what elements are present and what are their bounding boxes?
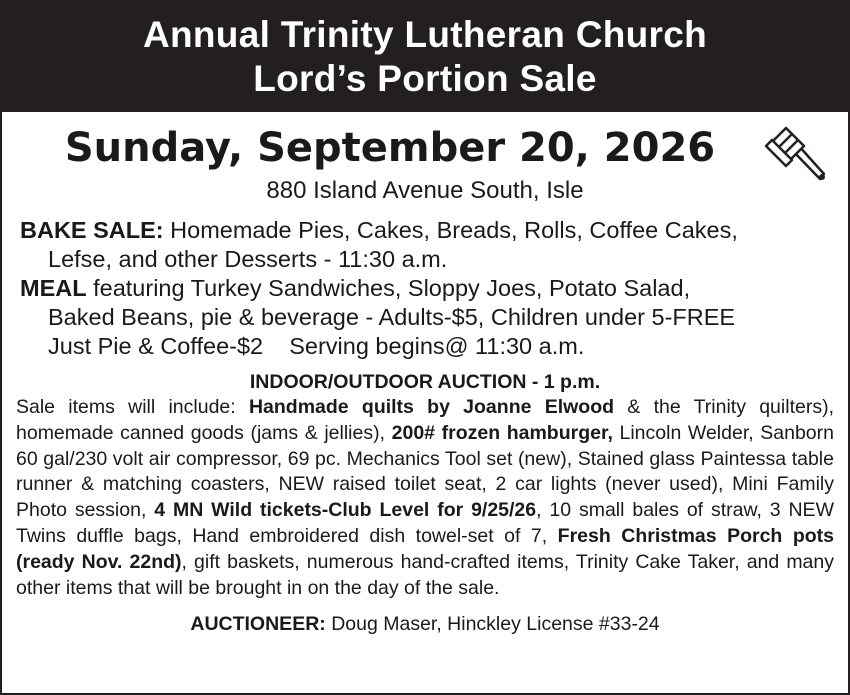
auction-text-1: Sale items will include:: [16, 396, 249, 418]
meal-line-2: Baked Beans, pie & beverage - Adults-$5, Children under 5-FREE: [48, 304, 736, 330]
meal-text-1: featuring Turkey Sandwiches, Sloppy Joes, Potato Salad,: [86, 275, 691, 301]
auction-bold-4: Fresh Christmas Porch pots (ready Nov. 22nd): [16, 524, 834, 573]
event-address: 880 Island Avenue South, Isle: [266, 177, 584, 204]
auction-items: [2, 395, 848, 601]
header-title-line-1: Annual Trinity Lutheran Church: [142, 14, 708, 55]
auctioneer-label: AUCTIONEER:: [190, 613, 326, 636]
auction-text-2: & the Trinity quilters), homemade canned goods (jams & jellies),: [16, 396, 834, 444]
auction-text-5: , gift baskets, numerous hand-crafted items, Trinity Cake Taker, and many other items that will be brought in on the day of the sale.: [16, 550, 834, 599]
auction-bold-1: Handmade quilts by Joanne Elwood: [248, 396, 615, 418]
auction-text-3: Lincoln Welder, Sanborn 60 gal/230 volt air compressor, 69 pc. Mechanics Tool set (new), Stained glass Paintessa table runner & matching coasters, NEW raised toilet seat, 2 car lights (never used), Mini Family Photo session,: [16, 421, 834, 522]
auction-title: INDOOR/OUTDOOR AUCTION - 1 p.m.: [249, 371, 601, 393]
event-date: Sunday, September 20, 2026: [64, 125, 716, 171]
auction-bold-2: 200# frozen hamburger,: [391, 421, 613, 444]
bake-sale-label: BAKE SALE:: [20, 217, 164, 243]
bake-sale-line-1: [20, 216, 832, 245]
auctioneer-line: [2, 611, 848, 637]
meal-line-1: [20, 274, 832, 303]
gavel-icon: [762, 124, 828, 186]
bake-sale-text-1: Homemade Pies, Cakes, Breads, Rolls, Coffee Cakes,: [163, 217, 738, 243]
header-title-line-2: Lord’s Portion Sale: [253, 58, 597, 99]
bake-sale-line-2: Lefse, and other Desserts - 11:30 a.m.: [48, 246, 448, 272]
date-row: [2, 124, 848, 172]
auction-text-4: , 10 small bales of straw, 3 NEW Twins duffle bags, Hand embroidered dish towel-set of 7,: [16, 499, 834, 547]
meal-section: [2, 274, 848, 361]
auctioneer-text: Doug Maser, Hinckley License #33-24: [325, 613, 660, 636]
header-banner: [2, 2, 848, 112]
meal-line-3: Just Pie & Coffee-$2 Serving begins@ 11:30 a.m.: [48, 333, 585, 359]
meal-label: MEAL: [20, 275, 87, 301]
auction-bold-3: 4 MN Wild tickets-Club Level for 9/25/26: [154, 499, 537, 522]
bake-sale-section: [2, 216, 848, 274]
